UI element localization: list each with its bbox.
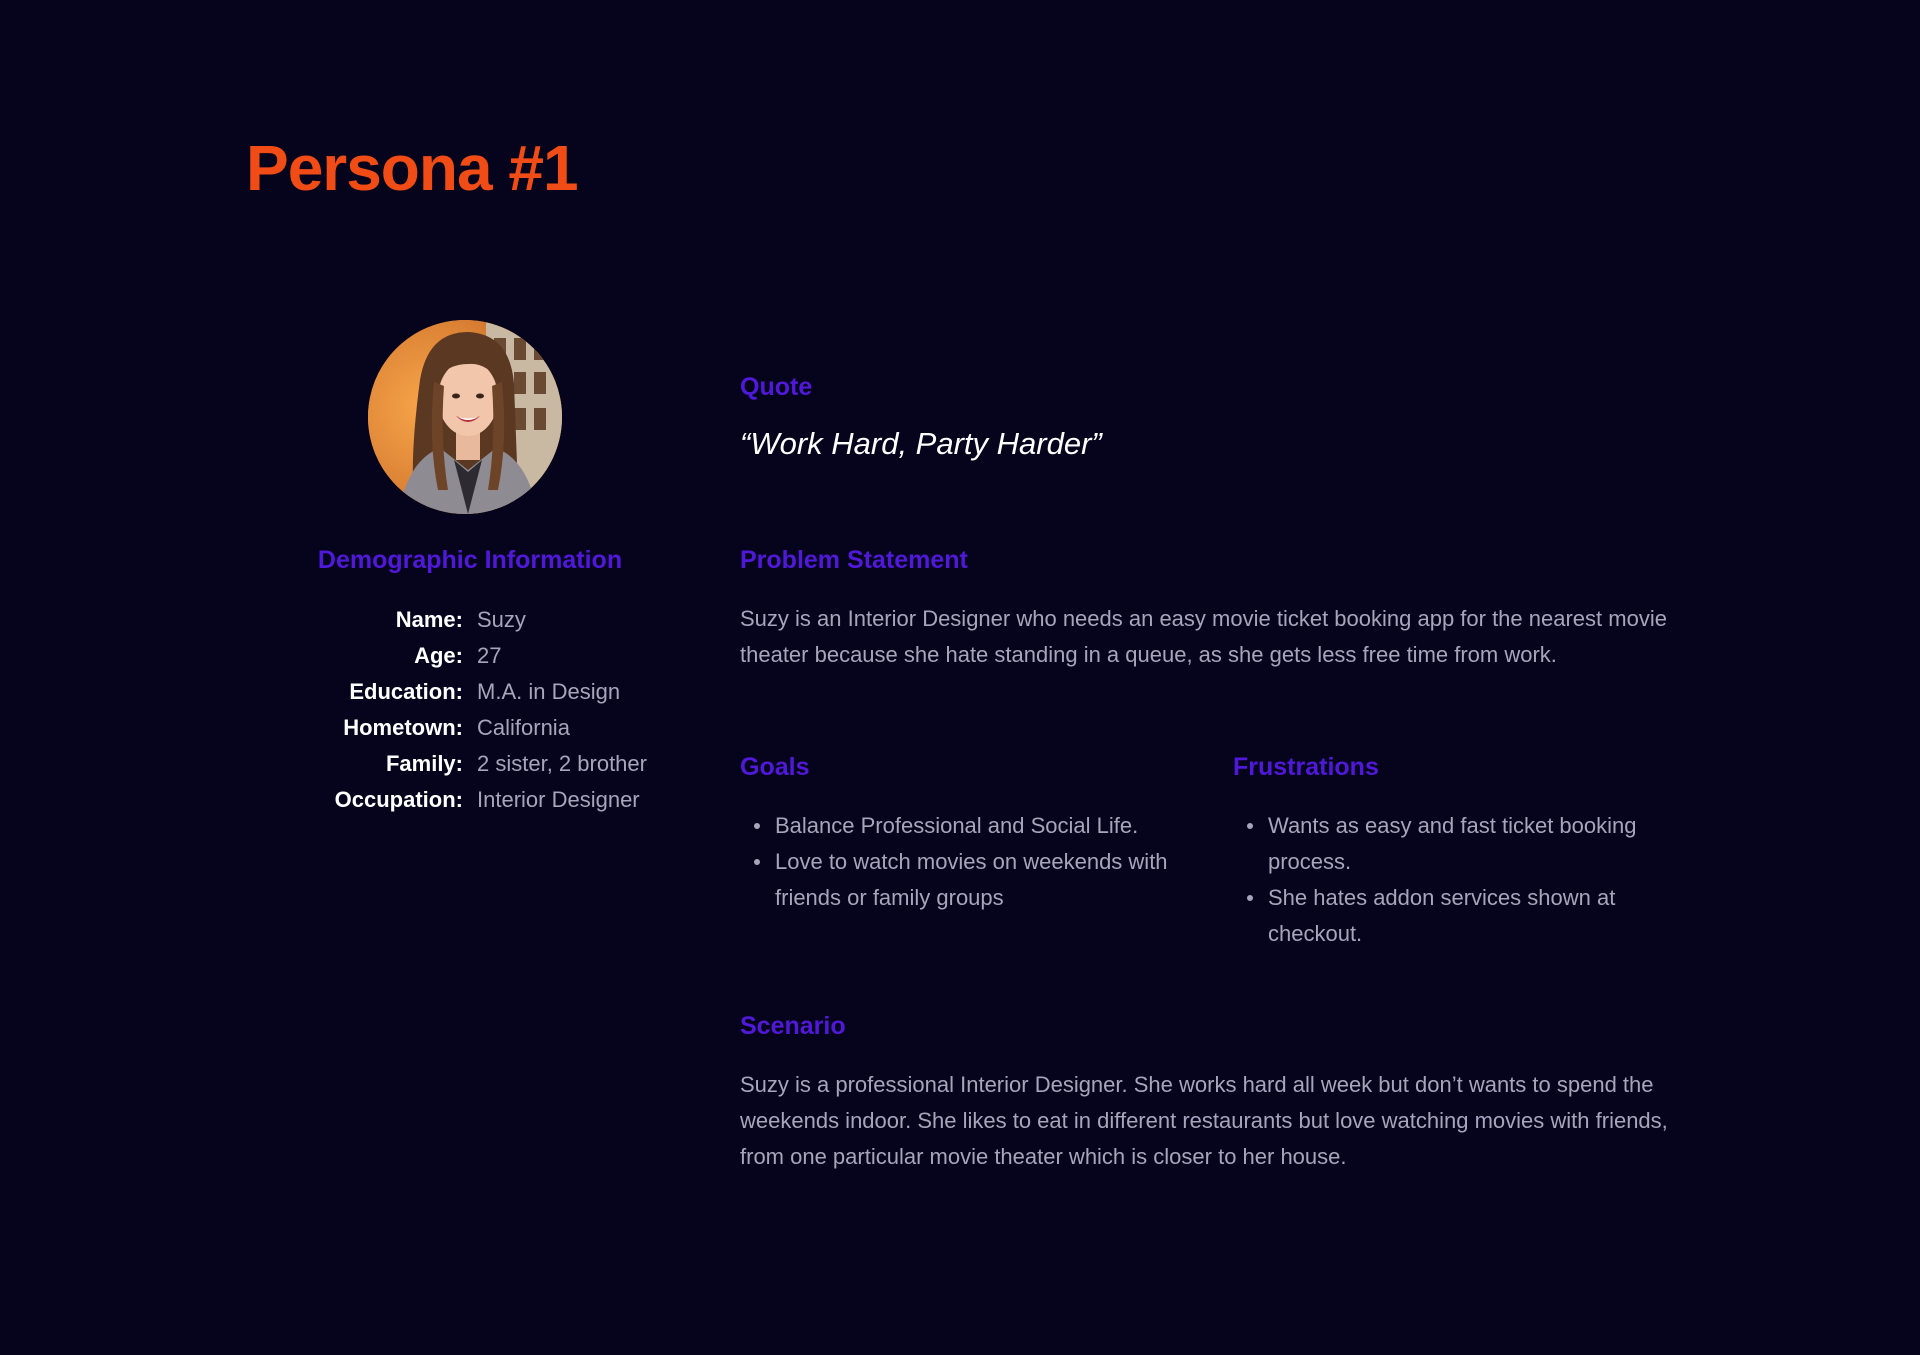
demographic-row-occupation bbox=[260, 782, 700, 818]
demographic-label: Occupation: bbox=[334, 787, 463, 812]
demographic-row-age bbox=[260, 638, 700, 674]
demographic-value: California bbox=[477, 715, 570, 740]
goals-list bbox=[740, 808, 1215, 916]
scenario-text: Suzy is a professional Interior Designer. She works hard all week but don’t wants to spend the weekends indoor. She likes to eat in different restaurants but love watching movies with friends, from one particular movie theater which is closer to her house. bbox=[740, 1072, 1668, 1169]
demographic-row-education bbox=[260, 674, 700, 710]
frustration-item: Wants as easy and fast ticket booking process. bbox=[1268, 808, 1683, 880]
demographic-value: M.A. in Design bbox=[477, 679, 621, 704]
demographic-label: Age: bbox=[414, 643, 463, 668]
page-title: Persona #1 bbox=[246, 132, 578, 204]
demographic-row-family bbox=[260, 746, 700, 782]
demographic-row-name bbox=[260, 602, 700, 638]
quote-heading: Quote bbox=[740, 373, 813, 401]
frustrations-heading: Frustrations bbox=[1233, 753, 1379, 781]
goal-item: Love to watch movies on weekends with friends or family groups bbox=[775, 844, 1215, 916]
demographic-row-hometown bbox=[260, 710, 700, 746]
goals-heading: Goals bbox=[740, 753, 810, 781]
problem-statement-heading: Problem Statement bbox=[740, 546, 968, 574]
portrait-photo-icon bbox=[368, 320, 562, 514]
avatar bbox=[368, 320, 562, 514]
demographic-label: Hometown: bbox=[343, 715, 463, 740]
demographic-label: Name: bbox=[395, 607, 463, 632]
frustration-item: She hates addon services shown at checkout. bbox=[1268, 880, 1683, 952]
demographic-list bbox=[260, 602, 700, 818]
demographic-value: 27 bbox=[477, 643, 502, 668]
demographic-label: Family: bbox=[385, 751, 463, 776]
demographic-value: Interior Designer bbox=[477, 787, 640, 812]
demographic-heading: Demographic Information bbox=[317, 546, 623, 574]
demographic-label: Education: bbox=[349, 679, 463, 704]
problem-statement-text: Suzy is an Interior Designer who needs an easy movie ticket booking app for the nearest movie theater because she hate standing in a queue, as she gets less free time from work. bbox=[740, 606, 1667, 667]
demographic-value: Suzy bbox=[477, 607, 526, 632]
goal-item: Balance Professional and Social Life. bbox=[775, 808, 1215, 844]
demographic-value: 2 sister, 2 brother bbox=[477, 751, 647, 776]
quote-text: “Work Hard, Party Harder” bbox=[740, 426, 1102, 461]
frustrations-list bbox=[1233, 808, 1683, 952]
scenario-heading: Scenario bbox=[740, 1012, 846, 1040]
